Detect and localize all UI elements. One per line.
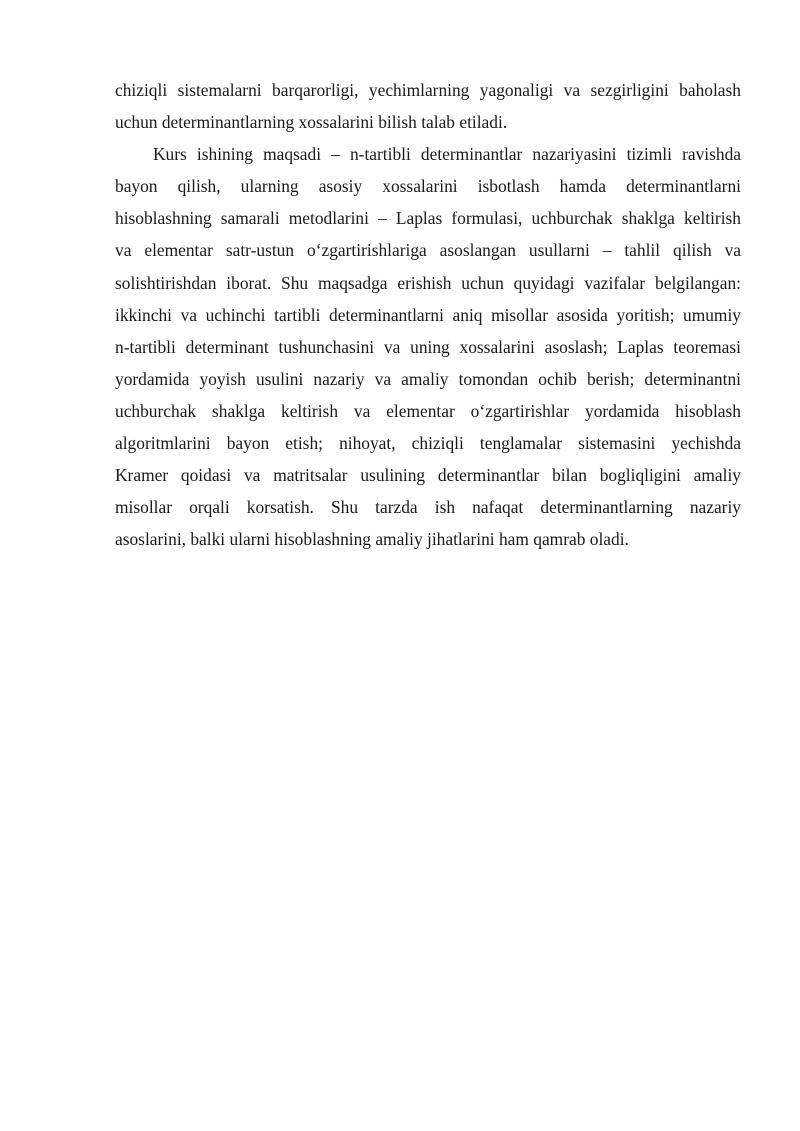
text-line: yordamida yoyish usulini nazariy va amaliy tomondan ochib berish; determinantni xyxy=(115,368,741,389)
text-line: chiziqli sistemalarni barqarorligi, yechimlarning yagonaligi va sezgirligini baholash xyxy=(115,80,741,100)
text-line: Kramer qoidasi va matritsalar usulining determinantlar bilan bogliqligini amaliy xyxy=(115,465,741,486)
text-line: ikkinchi va uchinchi tartibli determinantlarni aniq misollar asosida yoritish; umumiy xyxy=(115,304,741,325)
paragraph-2 xyxy=(115,138,741,555)
text-line: misollar orqali korsatish. Shu tarzda ish nafaqat determinantlarning nazariy xyxy=(115,497,741,518)
text-line: solishtirishdan iborat. Shu maqsadga erishish uchun quyidagi vazifalar belgilangan: xyxy=(115,272,741,293)
text-line: bayon qilish, ularning asosiy xossalarini isbotlash hamda determinantlarni xyxy=(115,176,741,197)
text-line: algoritmlarini bayon etish; nihoyat, chiziqli tenglamalar sistemasini yechishda xyxy=(115,433,741,454)
text-line: uchburchak shaklga keltirish va elementar oʻzgartirishlar yordamida hisoblash xyxy=(115,400,741,421)
text-line: uchun determinantlarning xossalarini bilish talab etiladi. xyxy=(115,112,508,133)
text-line: n-tartibli determinant tushunchasini va uning xossalarini asoslash; Laplas teoremasi xyxy=(115,336,741,357)
text-line: asoslarini, balki ularni hisoblashning amaliy jihatlarini ham qamrab oladi. xyxy=(115,529,629,550)
text-line: hisoblashning samarali metodlarini – Laplas formulasi, uchburchak shaklga keltirish xyxy=(115,208,741,229)
text-line: va elementar satr-ustun oʻzgartirishlariga asoslangan usullarni – tahlil qilish va xyxy=(115,240,741,261)
document-body xyxy=(115,74,741,555)
paragraph-1 xyxy=(115,74,741,138)
text-line: Kurs ishining maqsadi – n-tartibli determinantlar nazariyasini tizimli ravishda xyxy=(153,144,741,165)
